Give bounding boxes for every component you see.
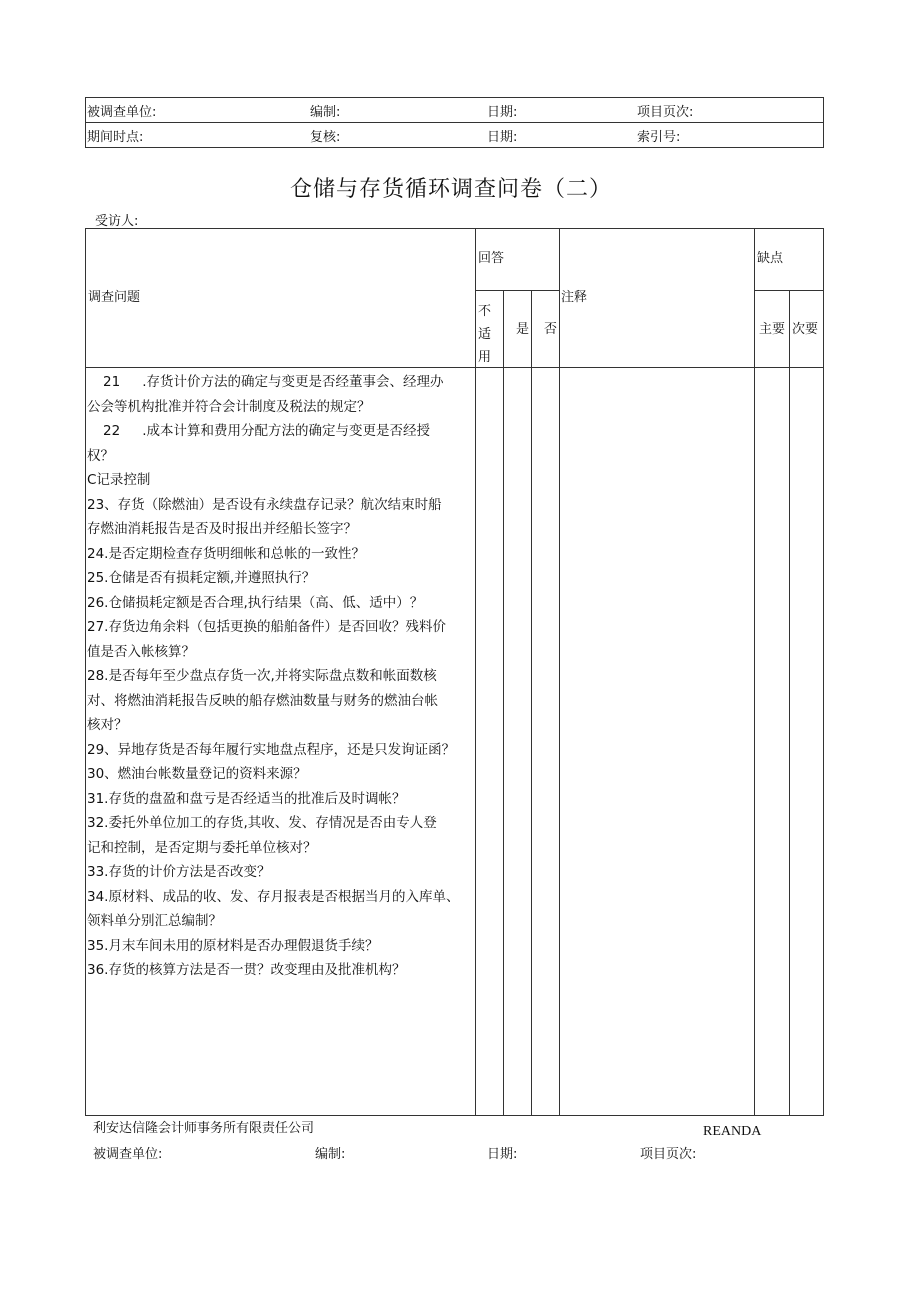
question-32-line-1: 32.委托外单位加工的存货,其收、发、存情况是否由专人登 — [87, 815, 437, 831]
answer-header: 回答 — [478, 251, 505, 266]
question-31: 31.存货的盘盈和盘亏是否经适当的批准后及时调帐？ — [87, 790, 406, 807]
header-unit-label: 被调查单位: — [87, 105, 157, 120]
question-27-line-1: 27.存货边角余料（包括更换的船舶备件）是否回收？残料价 — [87, 619, 446, 635]
footer-brand: REANDA — [703, 1124, 762, 1139]
minor-header: 次要 — [792, 322, 819, 337]
notes-header: 注释 — [561, 290, 588, 305]
header-date2-label: 日期: — [487, 130, 518, 145]
no-header: 否 — [544, 322, 558, 337]
question-28-line-2: 对、将燃油消耗报告反映的船存燃油数量与财务的燃油台帐 — [87, 692, 438, 709]
question-32-line-2: 记和控制，是否定期与委托单位核对？ — [87, 839, 317, 856]
question-22-num: 22 — [103, 423, 121, 439]
col-line-no — [559, 228, 560, 1116]
not-applicable-header — [478, 300, 498, 369]
question-header: 调查问题 — [88, 290, 141, 305]
interviewee-label: 受访人: — [95, 214, 139, 229]
header-prep-label: 编制: — [310, 105, 341, 120]
question-36: 36.存货的核算方法是否一贯？改变理由及批准机构？ — [87, 962, 406, 978]
footer-unit-label: 被调查单位: — [93, 1147, 163, 1162]
question-21-line-1: 21 .存货计价方法的确定与变更是否经董事会、经理办 — [103, 374, 444, 390]
col-line-notes — [754, 228, 755, 1116]
question-33: 33.存货的计价方法是否改变？ — [87, 864, 271, 880]
question-29: 29、异地存货是否每年履行实地盘点程序，还是只发询证函？ — [87, 741, 456, 758]
col-line-yes — [531, 290, 532, 1116]
question-26: 26.仓储损耗定额是否合理,执行结果（高、低、适中）？ — [87, 594, 424, 611]
question-34-line-2: 领料单分别汇总编制？ — [87, 913, 222, 929]
question-27-line-2: 值是否入帐核算？ — [87, 643, 195, 660]
question-24: 24.是否定期检查存货明细帐和总帐的一致性？ — [87, 545, 365, 562]
footer-date-label: 日期: — [487, 1147, 518, 1162]
header-index-label: 索引号: — [637, 130, 681, 145]
header-divider — [85, 122, 824, 123]
col-line-major — [789, 290, 790, 1116]
question-25: 25.仓储是否有损耗定额,并遵照执行？ — [87, 570, 316, 586]
question-30: 30、燃油台帐数量登记的资料来源？ — [87, 766, 307, 782]
question-34-line-1: 34.原材料、成品的收、发、存月报表是否根据当月的入库单、 — [87, 888, 460, 905]
not-applicable-char-3: 用 — [478, 350, 492, 365]
footer-page-label: 项目页次: — [640, 1147, 697, 1162]
header-period-label: 期间时点: — [87, 130, 144, 145]
question-35: 35.月末车间未用的原材料是否办理假退货手续？ — [87, 937, 379, 954]
not-applicable-char-1: 不 — [478, 304, 492, 319]
question-22-line-1: 22 .成本计算和费用分配方法的确定与变更是否经授 — [103, 423, 430, 439]
answer-subheader-line — [475, 290, 559, 291]
question-23-line-2: 存燃油消耗报告是否及时报出并经船长签字？ — [87, 521, 357, 537]
question-23-line-1: 23、存货（除燃油）是否设有永续盘存记录？航次结束时船 — [87, 496, 442, 513]
footer-prep-label: 编制: — [315, 1147, 346, 1162]
question-21-line-2: 公会等机构批准并符合会计制度及税法的规定？ — [87, 398, 371, 415]
not-applicable-char-2: 适 — [478, 327, 492, 342]
footer-company: 利安达信隆会计师事务所有限责任公司 — [93, 1121, 315, 1136]
question-28-line-3: 核对？ — [87, 717, 128, 733]
major-header: 主要 — [759, 322, 786, 337]
yes-header: 是 — [516, 322, 530, 337]
question-22-line-2: 权？ — [87, 447, 114, 464]
page-title: 仓储与存货循环调查问卷（二） — [290, 177, 613, 202]
question-21-num: 21 — [103, 374, 121, 390]
col-line-na — [503, 290, 504, 1116]
defect-header: 缺点 — [757, 251, 784, 266]
header-bottom-line — [85, 367, 824, 368]
question-28-line-1: 28.是否每年至少盘点存货一次,并将实际盘点数和帐面数核 — [87, 668, 437, 684]
question-list — [87, 370, 477, 983]
header-date-label: 日期: — [487, 105, 518, 120]
section-record-control: C记录控制 — [87, 472, 151, 488]
header-page-label: 项目页次: — [637, 105, 694, 120]
header-review-label: 复核: — [310, 130, 341, 145]
